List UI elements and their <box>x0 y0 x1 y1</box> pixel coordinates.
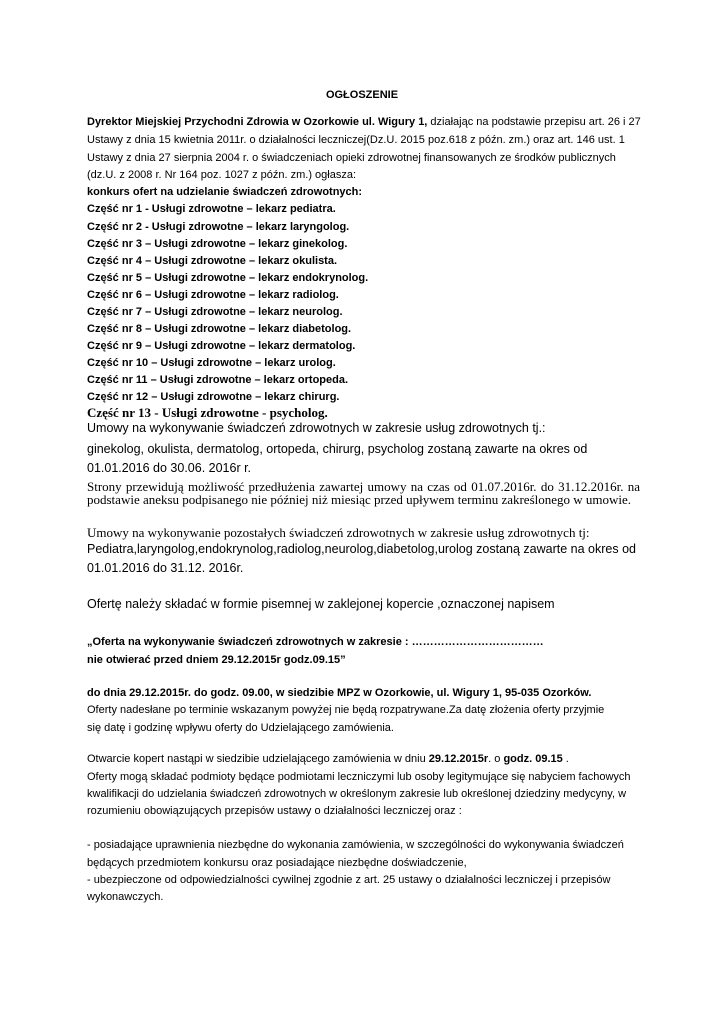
part-item: Część nr 4 – Usługi zdrowotne – lekarz okulista. <box>87 255 338 267</box>
opening-time: godz. 09.15 <box>503 753 563 765</box>
contract2-line-1: Umowy na wykonywanie pozostałych świadczeń zdrowotnych w zakresie usług zdrowotnych tj: <box>87 525 590 540</box>
condition-2-line-2: wykonawczych. <box>87 891 164 903</box>
extension-paragraph: Strony przewidują możliwość przedłużenia zawartej umowy na czas od 01.07.2016r. do 31.12.2016r. na podstawie aneksu podpisanego nie później niż miesiąc przed upływem terminu zakreślonego w umowie. <box>87 479 640 507</box>
opening-line-1 <box>87 752 569 766</box>
quote-title: „Oferta na wykonywanie świadczeń zdrowotnych w zakresie <box>87 636 402 648</box>
opening-line-3: kwalifikacji do udzielania świadczeń zdrowotnych w określonym zakresie lub określonej dziedziny medycyny, w <box>87 788 627 800</box>
opening-line-2: Oferty mogą składać podmioty będące podmiotami leczniczymi lub osoby legitymujące się nabyciem fachowych <box>87 771 631 783</box>
page-title: OGŁOSZENIE <box>325 89 399 101</box>
deadline-line-1: do dnia 29.12.2015r. do godz. 09.00, w siedzibie MPZ w Ozorkowie, ul. Wigury 1, 95-035 Ozorków. <box>87 687 592 699</box>
part-item: Część nr 12 – Usługi zdrowotne – lekarz chirurg. <box>87 391 340 403</box>
part-item: Część nr 5 – Usługi zdrowotne – lekarz endokrynolog. <box>87 272 369 284</box>
condition-1-line-2: będących przedmiotem konkursu oraz posiadające niezbędne doświadczenie, <box>87 857 467 869</box>
quote-line-1 <box>87 635 544 649</box>
part-item-13: Część nr 13 - Usługi zdrowotne - psycholog. <box>87 405 328 420</box>
part-item: Część nr 11 – Usługi zdrowotne – lekarz ortopeda. <box>87 374 349 386</box>
condition-2-line-1: - ubezpieczone od odpowiedzialności cywilnej zgodnie z art. 25 ustawy o działalności leczniczej i przepisów <box>87 874 611 886</box>
part-item: Część nr 2 - Usługi zdrowotne – lekarz laryngolog. <box>87 221 350 233</box>
intro-line-4: (dz.U. z 2008 r. Nr 164 poz. 1027 z późn. zm.) ogłasza: <box>87 169 357 181</box>
contract1-line-1: Umowy na wykonywanie świadczeń zdrowotnych w zakresie usług zdrowotnych tj.: <box>87 421 546 435</box>
opening-end: . <box>562 753 569 765</box>
part-item: Część nr 8 – Usługi zdrowotne – lekarz diabetolog. <box>87 323 352 335</box>
part-item: Część nr 6 – Usługi zdrowotne – lekarz radiolog. <box>87 289 339 301</box>
intro-line-1-rest: działając na podstawie przepisu art. 26 i 27 <box>427 116 641 128</box>
opening-date: 29.12.2015r <box>428 753 489 765</box>
offer-form-line: Ofertę należy składać w formie pisemnej w zaklejonej kopercie ,oznaczonej napisem <box>87 597 555 611</box>
intro-line-3: Ustawy z dnia 27 sierpnia 2004 r. o świadczeniach opieki zdrowotnej finansowanych ze środków publicznych <box>87 152 616 164</box>
director-name: Dyrektor Miejskiej Przychodni Zdrowia w Ozorkowie ul. Wigury 1, <box>87 116 428 128</box>
quote-line-2: nie otwierać przed dniem 29.12.2015r godz.09.15” <box>87 654 346 666</box>
contract1-line-2: ginekolog, okulista, dermatolog, ortopeda, chirurg, psycholog zostaną zawarte na okres od <box>87 442 588 456</box>
opening-mid: . o <box>488 753 504 765</box>
contract1-line-3: 01.01.2016 do 30.06. 2016r r. <box>87 461 252 475</box>
contract2-line-3: 01.01.2016 do 31.12. 2016r. <box>87 561 244 575</box>
part-item: Część nr 3 – Usługi zdrowotne – lekarz ginekolog. <box>87 238 348 250</box>
opening-pre: Otwarcie kopert nastąpi w siedzibie udzielającego zamówienia w dniu <box>87 753 429 765</box>
condition-1-line-1: - posiadające uprawnienia niezbędne do wykonania zamówienia, w szczególności do wykonywania świadczeń <box>87 839 624 851</box>
deadline-line-3: się datę i godzinę wpływu oferty do Udzielającego zamówienia. <box>87 722 394 734</box>
part-item: Część nr 7 – Usługi zdrowotne – lekarz neurolog. <box>87 306 343 318</box>
contest-heading: konkurs ofert na udzielanie świadczeń zdrowotnych: <box>87 186 363 198</box>
part-item: Część nr 1 - Usługi zdrowotne – lekarz pediatra. <box>87 203 336 215</box>
intro-line-2: Ustawy z dnia 15 kwietnia 2011r. o działalności leczniczej(Dz.U. 2015 poz.618 z późn. zm.) oraz art. 146 ust. 1 <box>87 134 625 146</box>
deadline-line-2: Oferty nadesłane po terminie wskazanym powyżej nie będą rozpatrywane.Za datę złożenia oferty przyjmie <box>87 704 605 716</box>
quote-dots: : ……………………………… <box>401 636 544 648</box>
intro-line-1 <box>87 115 641 129</box>
part-item: Część nr 10 – Usługi zdrowotne – lekarz urolog. <box>87 357 336 369</box>
part-item: Część nr 9 – Usługi zdrowotne – lekarz dermatolog. <box>87 340 356 352</box>
opening-line-4: rozumieniu obowiązujących przepisów ustawy o działalności leczniczej oraz : <box>87 805 462 817</box>
contract2-line-2: Pediatra,laryngolog,endokrynolog,radiolog,neurolog,diabetolog,urolog zostaną zawarte na okres od <box>87 542 636 556</box>
